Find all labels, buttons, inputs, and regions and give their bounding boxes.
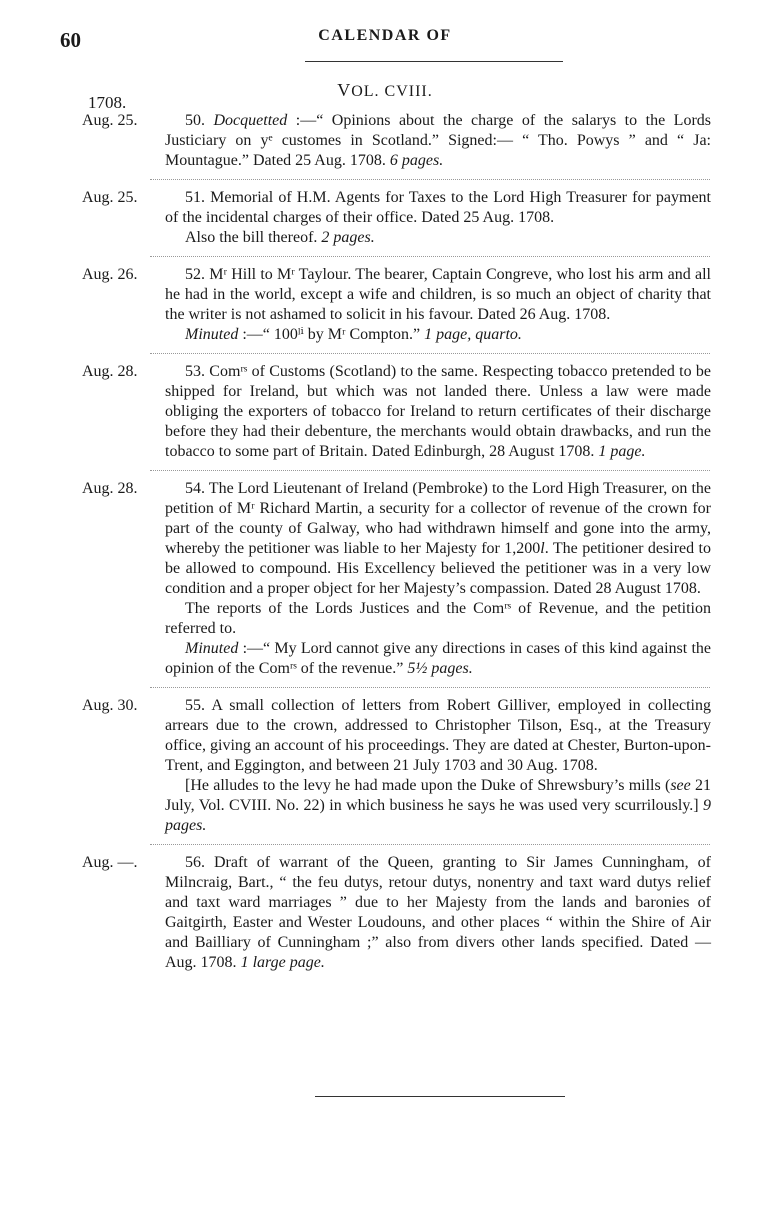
- volume-prefix: V: [337, 80, 352, 100]
- entry-note: [165, 639, 711, 679]
- entry-text-segment: The reports of the Lords Justices and the Comʳˢ of Revenue, and the petition referred to.: [165, 600, 711, 637]
- entry-paragraph: [165, 479, 711, 599]
- entry-paragraph: [165, 111, 711, 171]
- entry-date: Aug. 28.: [82, 363, 138, 380]
- entry-paragraph: [165, 265, 711, 325]
- page-number: 60: [60, 28, 81, 52]
- entry-note: [165, 599, 711, 639]
- entry-separator: [150, 470, 710, 471]
- entry-body: [165, 479, 711, 679]
- entry-text-segment: :—“ 100ˡⁱ by Mʳ Compton.”: [238, 326, 425, 343]
- entry-text-segment: 6 pages.: [389, 152, 444, 169]
- entry-text-segment: Docquetted: [213, 112, 288, 129]
- entry-text-segment: Minuted: [185, 640, 239, 657]
- calendar-entry: [0, 188, 770, 248]
- entry-body: [165, 188, 711, 248]
- entry-separator: [150, 353, 710, 354]
- end-rule: [315, 1096, 565, 1097]
- entry-text-segment: 53. Comʳˢ of Customs (Scotland) to the same. Respecting tobacco pretended to be shipped for Ireland, but which was not landed there. Unless a law were made obliging the exporters of tobacco for Ireland to return certificates of their discharge before they had their debenture, the merchants would obtain drawbacks, and run the tobacco to some part of Britain. Dated Edinburgh, 28 August 1708.: [165, 363, 711, 460]
- entry-text-segment: Minuted: [185, 326, 239, 343]
- entry-text-segment: 54. The Lord Lieutenant of Ireland (Pembroke) to the Lord High Treasurer, on the petition of Mʳ Richard Martin, a security for a collector of revenue of the crown for part of the county of Galway, who had withdrawn himself and gone into the army, whereby the petitioner was liable to her Majesty for 1,200: [165, 480, 711, 557]
- entry-text-segment: Also the bill thereof.: [185, 229, 322, 246]
- entry-paragraph: [165, 696, 711, 776]
- entry-text-segment: 1 page, quarto.: [424, 326, 522, 343]
- entry-body: [165, 362, 711, 462]
- entry-date: Aug. 25.: [82, 189, 138, 206]
- entry-text-segment: [He alludes to the levy he had made upon the Duke of Shrewsbury’s mills (: [185, 777, 671, 794]
- entry-text-segment: :—“ Opinions about the charge of the salarys to the Lords Justiciary on yᵉ customes in Scotland.” Signed:— “ Tho. Powys ” and “ Ja: Mountague.” Dated 25 Aug. 1708.: [165, 112, 712, 169]
- entry-paragraph: [165, 188, 711, 228]
- entry-body: [165, 696, 711, 836]
- entry-text-segment: 51. Memorial of H.M. Agents for Taxes to the Lord High Treasurer for payment of the incidental charges of their office. Dated 25 Aug. 1708.: [165, 189, 711, 226]
- calendar-entry: [0, 265, 770, 345]
- entry-date: Aug. 30.: [82, 697, 138, 714]
- entry-date: Aug. 25.: [82, 112, 138, 129]
- entry-separator: [150, 179, 710, 180]
- entry-body: [165, 853, 711, 973]
- entry-note: [165, 776, 711, 836]
- entry-separator: [150, 256, 710, 257]
- entry-text-segment: 1 page.: [598, 443, 646, 460]
- entry-text-segment: 55. A small collection of letters from Robert Gilliver, employed in collecting arrears due to the crown, addressed to Christopher Tilson, Esq., at the Treasury office, giving an account of his proceedings. They are dated at Chester, Burton-upon-Trent, and Eggington, and between 21 July 1703 and 30 Aug. 1708.: [165, 697, 711, 774]
- calendar-entry: [0, 362, 770, 462]
- calendar-entry: [0, 479, 770, 679]
- entry-note: [165, 325, 711, 345]
- entry-text-segment: :—“ My Lord cannot give any directions in cases of this kind against the opinion of the Comʳˢ of the revenue.”: [165, 640, 711, 677]
- entry-text-segment: 9 pages.: [165, 797, 711, 834]
- entry-text-segment: 52. Mʳ Hill to Mʳ Taylour. The bearer, Captain Congreve, who lost his arm and all he had in the world, except a wife and children, is so much an object of charity that the writer is not ashamed to solicit in his favour. Dated 26 Aug. 1708.: [165, 266, 711, 323]
- entry-text-segment: 21 July, Vol. CVIII. No. 22) in which business he says he was used very scurrilously.]: [165, 777, 712, 814]
- calendar-entry: [0, 111, 770, 171]
- entry-date: Aug. 26.: [82, 266, 138, 283]
- year-label: 1708.: [88, 93, 127, 112]
- entry-text-segment: . The petitioner desired to be allowed to compound. His Excellency believed the petitioner was in a very low condition and a proper object for her Majesty’s compassion. Dated 28 August 1708.: [165, 540, 712, 597]
- entry-date: Aug. 28.: [82, 480, 138, 497]
- entry-text-segment: 56. Draft of warrant of the Queen, granting to Sir James Cunningham, of Milncraig, Bart., “ the feu dutys, retour dutys, nonentry and taxt ward dutys relief and taxt ward marriages ” due to her Majesty from the lands and baronies of Gaitgirth, Easter and Wester Loudouns, and other places “ within the Shire of Air and Bailliary of Cunningham ;” also from divers other lands specified. Dated — Aug. 1708.: [165, 854, 711, 971]
- volume-rest: OL. CVIII.: [351, 83, 433, 100]
- entry-body: [165, 111, 711, 171]
- calendar-entry: [0, 853, 770, 973]
- entry-text-segment: 1 large page.: [240, 954, 325, 971]
- running-head: CALENDAR OF: [318, 27, 452, 44]
- entry-body: [165, 265, 711, 345]
- entry-text-segment: 50.: [185, 112, 214, 129]
- entry-paragraph: [165, 362, 711, 462]
- entry-text-segment: 2 pages.: [321, 229, 375, 246]
- calendar-entry: [0, 696, 770, 836]
- entry-text-segment: see: [670, 777, 691, 794]
- entry-paragraph: [165, 853, 711, 973]
- entry-text-segment: 5½ pages.: [407, 660, 473, 677]
- entry-date: Aug. —.: [82, 854, 138, 871]
- entries-list: [0, 111, 770, 981]
- entry-note: [165, 228, 711, 248]
- header-rule: [305, 61, 563, 62]
- entry-text-segment: l: [540, 540, 545, 557]
- entry-separator: [150, 687, 710, 688]
- entry-separator: [150, 844, 710, 845]
